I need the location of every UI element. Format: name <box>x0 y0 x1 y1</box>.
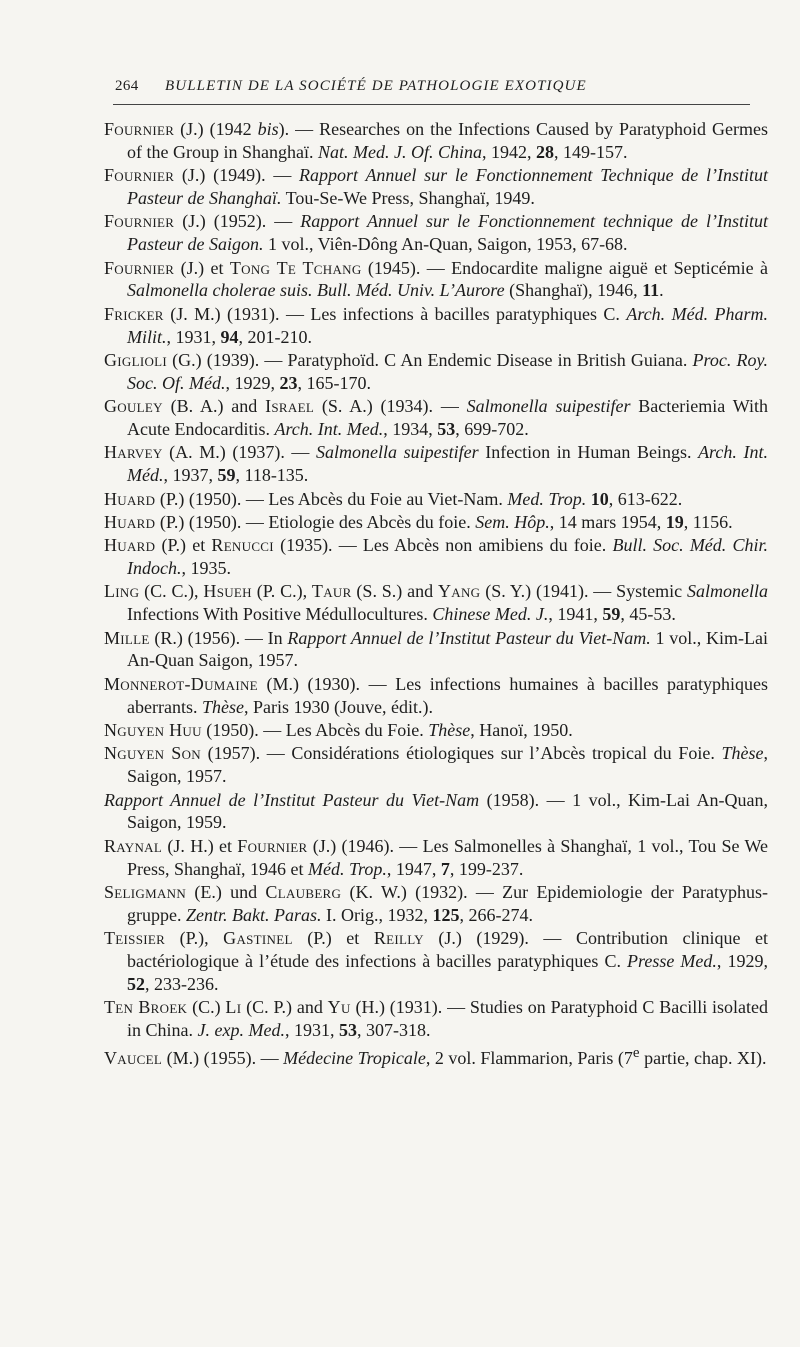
reference-text: (A. M.) (1937). — Salmonella suipestifer Infection in Human Beings. Arch. Int. Méd., 1937, 59, 118-135. <box>127 442 768 486</box>
reference-entry <box>104 789 768 835</box>
running-title: BULLETIN DE LA SOCIÉTÉ DE PATHOLOGIE EXOTIQUE <box>165 78 587 94</box>
reference-author: Gouley <box>104 396 163 417</box>
reference-author: Fricker <box>104 303 164 324</box>
reference-text: (P.) et Renucci (1935). — Les Abcès non amibiens du foie. Bull. Soc. Méd. Chir. Indoch., 1935. <box>127 535 768 579</box>
reference-list <box>104 118 768 1071</box>
reference-author: Fournier <box>104 211 175 232</box>
reference-text: (B. A.) and Israel (S. A.) (1934). — Salmonella suipestifer Bacteriemia With Acute Endocarditis. Arch. Int. Med., 1934, 53, 699-702. <box>127 396 768 439</box>
reference-entry <box>104 441 768 487</box>
reference-text: (P.) (1950). — Les Abcès du Foie au Viet-Nam. Med. Trop. 10, 613-622. <box>155 488 683 509</box>
reference-text: (C.) Li (C. P.) and Yu (H.) (1931). — Studies on Paratyphoid C Bacilli isolated in China. J. exp. Med., 1931, 53, 307-318. <box>127 997 769 1040</box>
reference-entry <box>104 580 768 626</box>
reference-author: Huard <box>104 511 156 532</box>
reference-text: (J.) (1949). — Rapport Annuel sur le Fonctionnement Technique de l’Institut Pasteur de Shanghaï. Tou-Se-We Press, Shanghaï, 1949. <box>127 165 768 208</box>
reference-entry <box>104 395 768 441</box>
reference-author: Nguyen Huu <box>104 720 202 741</box>
reference-author: Giglioli <box>104 349 168 370</box>
reference-author: Teissier <box>104 928 166 949</box>
reference-text: (E.) und Clauberg (K. W.) (1932). — Zur Epidemiologie der Paratyphus-gruppe. Zentr. Bakt. Paras. I. Orig., 1932, 125, 266-274. <box>127 881 769 925</box>
reference-author: Mille <box>104 627 150 648</box>
reference-author: Monnerot-Dumaine <box>104 673 258 694</box>
reference-author: Raynal <box>104 835 163 856</box>
reference-entry <box>104 511 768 534</box>
running-header <box>115 78 750 95</box>
reference-author: Vaucel <box>104 1048 163 1069</box>
reference-text: (J. H.) et Fournier (J.) (1946). — Les Salmonelles à Shanghaï, 1 vol., Tou Se We Press, Shanghaï, 1946 et Méd. Trop., 1947, 7, 199-237. <box>127 835 768 879</box>
reference-author: Harvey <box>104 442 163 463</box>
reference-text: (M.) (1955). — Médecine Tropicale, 2 vol. Flammarion, Paris (7e partie, chap. XI). <box>162 1045 767 1069</box>
reference-entry <box>104 881 768 927</box>
reference-author: Fournier <box>104 119 175 139</box>
reference-author: Huard <box>104 535 156 556</box>
reference-text: (1957). — Considérations étiologiques sur l’Abcès tropical du Foie. Thèse, Saigon, 1957. <box>127 743 769 787</box>
reference-entry <box>104 257 768 303</box>
reference-text: (C. C.), Hsueh (P. C.), Taur (S. S.) and Yang (S. Y.) (1941). — Systemic Salmonella Infections With Positive Médullocultures. Chinese Med. J., 1941, 59, 45-53. <box>127 581 769 625</box>
reference-entry <box>104 673 768 719</box>
reference-entry <box>104 627 768 673</box>
reference-entry <box>104 488 768 511</box>
reference-entry <box>104 303 768 349</box>
reference-entry <box>104 1042 768 1070</box>
reference-entry <box>104 927 768 995</box>
reference-author: Seligmann <box>104 881 187 902</box>
reference-text: (P.), Gastinel (P.) et Reilly (J.) (1929). — Contribution clinique et bactériologique à l’étude des infections à bacilles paratyphiques C. Presse Med., 1929, 52, 233-236. <box>127 928 768 994</box>
reference-entry <box>104 118 768 164</box>
reference-text: (1950). — Les Abcès du Foie. Thèse, Hanoï, 1950. <box>201 720 573 741</box>
reference-text: (G.) (1939). — Paratyphoïd. C An Endemic Disease in British Guiana. Proc. Roy. Soc. Of. Méd., 1929, 23, 165-170. <box>127 349 768 393</box>
reference-entry <box>104 164 768 210</box>
reference-entry <box>104 996 768 1042</box>
page-number: 264 <box>115 78 139 94</box>
reference-entry <box>104 210 768 256</box>
reference-author: Fournier <box>104 165 175 186</box>
reference-text: (J.) et Tong Te Tchang (1945). — Endocardite maligne aiguë et Septicémie à Salmonella cholerae suis. Bull. Méd. Univ. L’Aurore (Shanghaï), 1946, 11. <box>127 257 769 301</box>
reference-author: Ten Broek <box>104 997 188 1018</box>
reference-entry <box>104 534 768 580</box>
reference-entry <box>104 719 768 742</box>
reference-entry <box>104 835 768 881</box>
reference-entry <box>104 349 768 395</box>
reference-entry <box>104 742 768 788</box>
reference-author: Huard <box>104 488 156 509</box>
reference-author: Ling <box>104 581 140 602</box>
header-rule <box>113 104 750 105</box>
reference-author: Fournier <box>104 257 175 278</box>
reference-author: Nguyen Son <box>104 743 201 764</box>
reference-text: Rapport Annuel de l’Institut Pasteur du Viet-Nam (1958). — 1 vol., Kim-Lai An-Quan, Saigon, 1959. <box>104 789 768 833</box>
reference-text: (P.) (1950). — Etiologie des Abcès du foie. Sem. Hôp., 14 mars 1954, 19, 1156. <box>155 511 733 532</box>
reference-text: (M.) (1930). — Les infections humaines à bacilles paratyphiques aberrants. Thèse, Paris 1930 (Jouve, édit.). <box>127 673 768 717</box>
reference-text: (J. M.) (1931). — Les infections à bacilles paratyphiques C. Arch. Méd. Pharm. Milit., 1931, 94, 201-210. <box>127 303 768 347</box>
reference-text: (J.) (1942 bis). — Researches on the Infections Caused by Paratyphoid Germes of the Group in Shanghaï. Nat. Med. J. Of. China, 1942, 28, 149-157. <box>127 119 768 162</box>
reference-text: (R.) (1956). — In Rapport Annuel de l’Institut Pasteur du Viet-Nam. 1 vol., Kim-Lai An-Quan Saigon, 1957. <box>127 627 768 671</box>
reference-text: (J.) (1952). — Rapport Annuel sur le Fonctionnement technique de l’Institut Pasteur de Saigon. 1 vol., Viên-Dông An-Quan, Saigon, 1953, 67-68. <box>127 211 768 255</box>
